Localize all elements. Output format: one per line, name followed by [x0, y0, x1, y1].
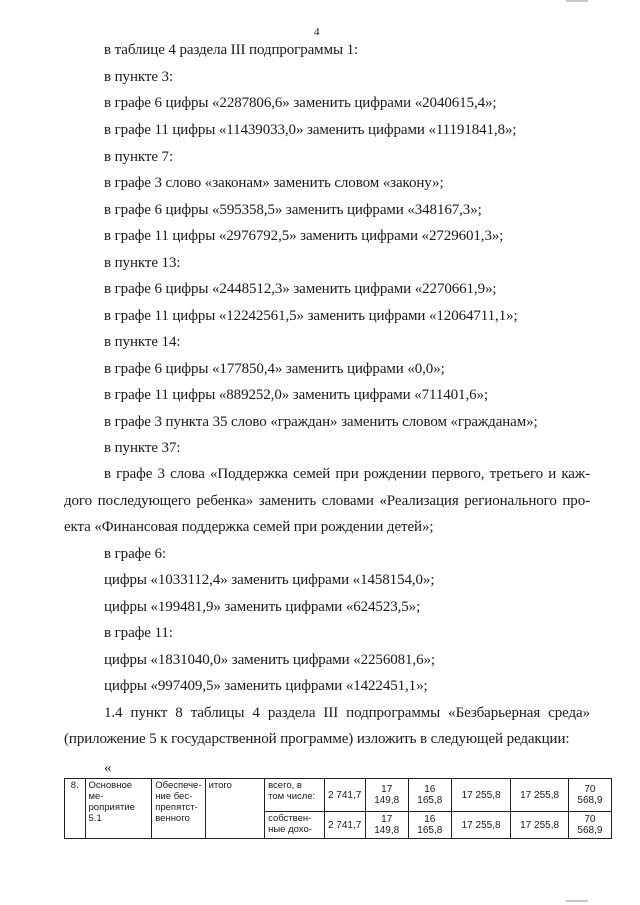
text-line: в пункте 13: [104, 255, 181, 271]
page-number: 4 [314, 26, 320, 38]
text-line: в графе 3 слова «Поддержка семей при рождении первого, третьего и каж- [104, 466, 590, 482]
value-cell: 16 165,8 [408, 812, 451, 839]
text-line: в графе 6: [104, 546, 166, 562]
program-table [64, 778, 612, 839]
text-line: (приложение 5 к государственной программе) изложить в следующей редакции: [64, 731, 570, 747]
value-cell: 70 568,9 [568, 812, 611, 839]
text-line: в пункте 7: [104, 149, 174, 165]
text-line: в пункте 37: [104, 440, 181, 456]
text-line: в графе 11: [104, 625, 173, 641]
text-line: в пункте 14: [104, 334, 181, 350]
opening-quote: « [104, 760, 112, 776]
text-line: в графе 11 цифры «2976792,5» заменить цифрами «2729601,3»; [104, 228, 504, 244]
text-line: 1.4 пункт 8 таблицы 4 раздела III подпрограммы «Безбарьерная среда» [104, 705, 590, 721]
text-line: в графе 3 пункта 35 слово «граждан» заменить словом «гражданам»; [104, 414, 538, 430]
funding-source: собствен-ные дохо- [265, 812, 325, 839]
value-cell: 70 568,9 [568, 779, 611, 812]
text-line: в графе 6 цифры «2448512,3» заменить цифрами «2270661,9»; [104, 281, 497, 297]
text-line: в таблице 4 раздела III подпрограммы 1: [104, 42, 359, 58]
text-line: в графе 6 цифры «595358,5» заменить цифрами «348167,3»; [104, 202, 482, 218]
value-cell: 17 149,8 [365, 812, 408, 839]
measure-goal: Обеспече-ние бес-препятст-венного [152, 779, 205, 839]
measure-name: Основное ме-роприятие 5.1 [85, 779, 152, 839]
text-line: цифры «1831040,0» заменить цифрами «2256081,6»; [104, 652, 435, 668]
text-line: цифры «1033112,4» заменить цифрами «1458154,0»; [104, 572, 435, 588]
text-line: екта «Финансовая поддержка семей при рождении детей»; [64, 519, 434, 535]
scan-mark [566, 0, 588, 2]
table-row [65, 779, 612, 812]
value-cell: 17 149,8 [365, 779, 408, 812]
text-line: в графе 6 цифры «177850,4» заменить цифрами «0,0»; [104, 361, 445, 377]
text-line: в графе 3 слово «законам» заменить словом «закону»; [104, 175, 444, 191]
executor-cell: итого [205, 779, 265, 839]
value-cell: 17 255,8 [451, 779, 511, 812]
text-line: в пункте 3: [104, 69, 174, 85]
value-cell: 2 741,7 [324, 812, 365, 839]
text-line: в графе 6 цифры «2287806,6» заменить цифрами «2040615,4»; [104, 95, 497, 111]
text-line: цифры «199481,9» заменить цифрами «624523,5»; [104, 599, 421, 615]
text-line: в графе 11 цифры «12242561,5» заменить цифрами «12064711,1»; [104, 308, 518, 324]
row-number: 8. [65, 779, 86, 839]
value-cell: 17 255,8 [511, 779, 568, 812]
text-line: цифры «997409,5» заменить цифрами «1422451,1»; [104, 678, 428, 694]
text-line: в графе 11 цифры «889252,0» заменить цифрами «711401,6»; [104, 387, 488, 403]
value-cell: 2 741,7 [324, 779, 365, 812]
value-cell: 16 165,8 [408, 779, 451, 812]
text-line: в графе 11 цифры «11439033,0» заменить цифрами «11191841,8»; [104, 122, 517, 138]
text-line: дого последующего ребенка» заменить словами «Реализация регионального про- [64, 493, 590, 509]
scan-mark [566, 900, 588, 902]
funding-source: всего, в том числе: [265, 779, 325, 812]
value-cell: 17 255,8 [451, 812, 511, 839]
value-cell: 17 255,8 [511, 812, 568, 839]
